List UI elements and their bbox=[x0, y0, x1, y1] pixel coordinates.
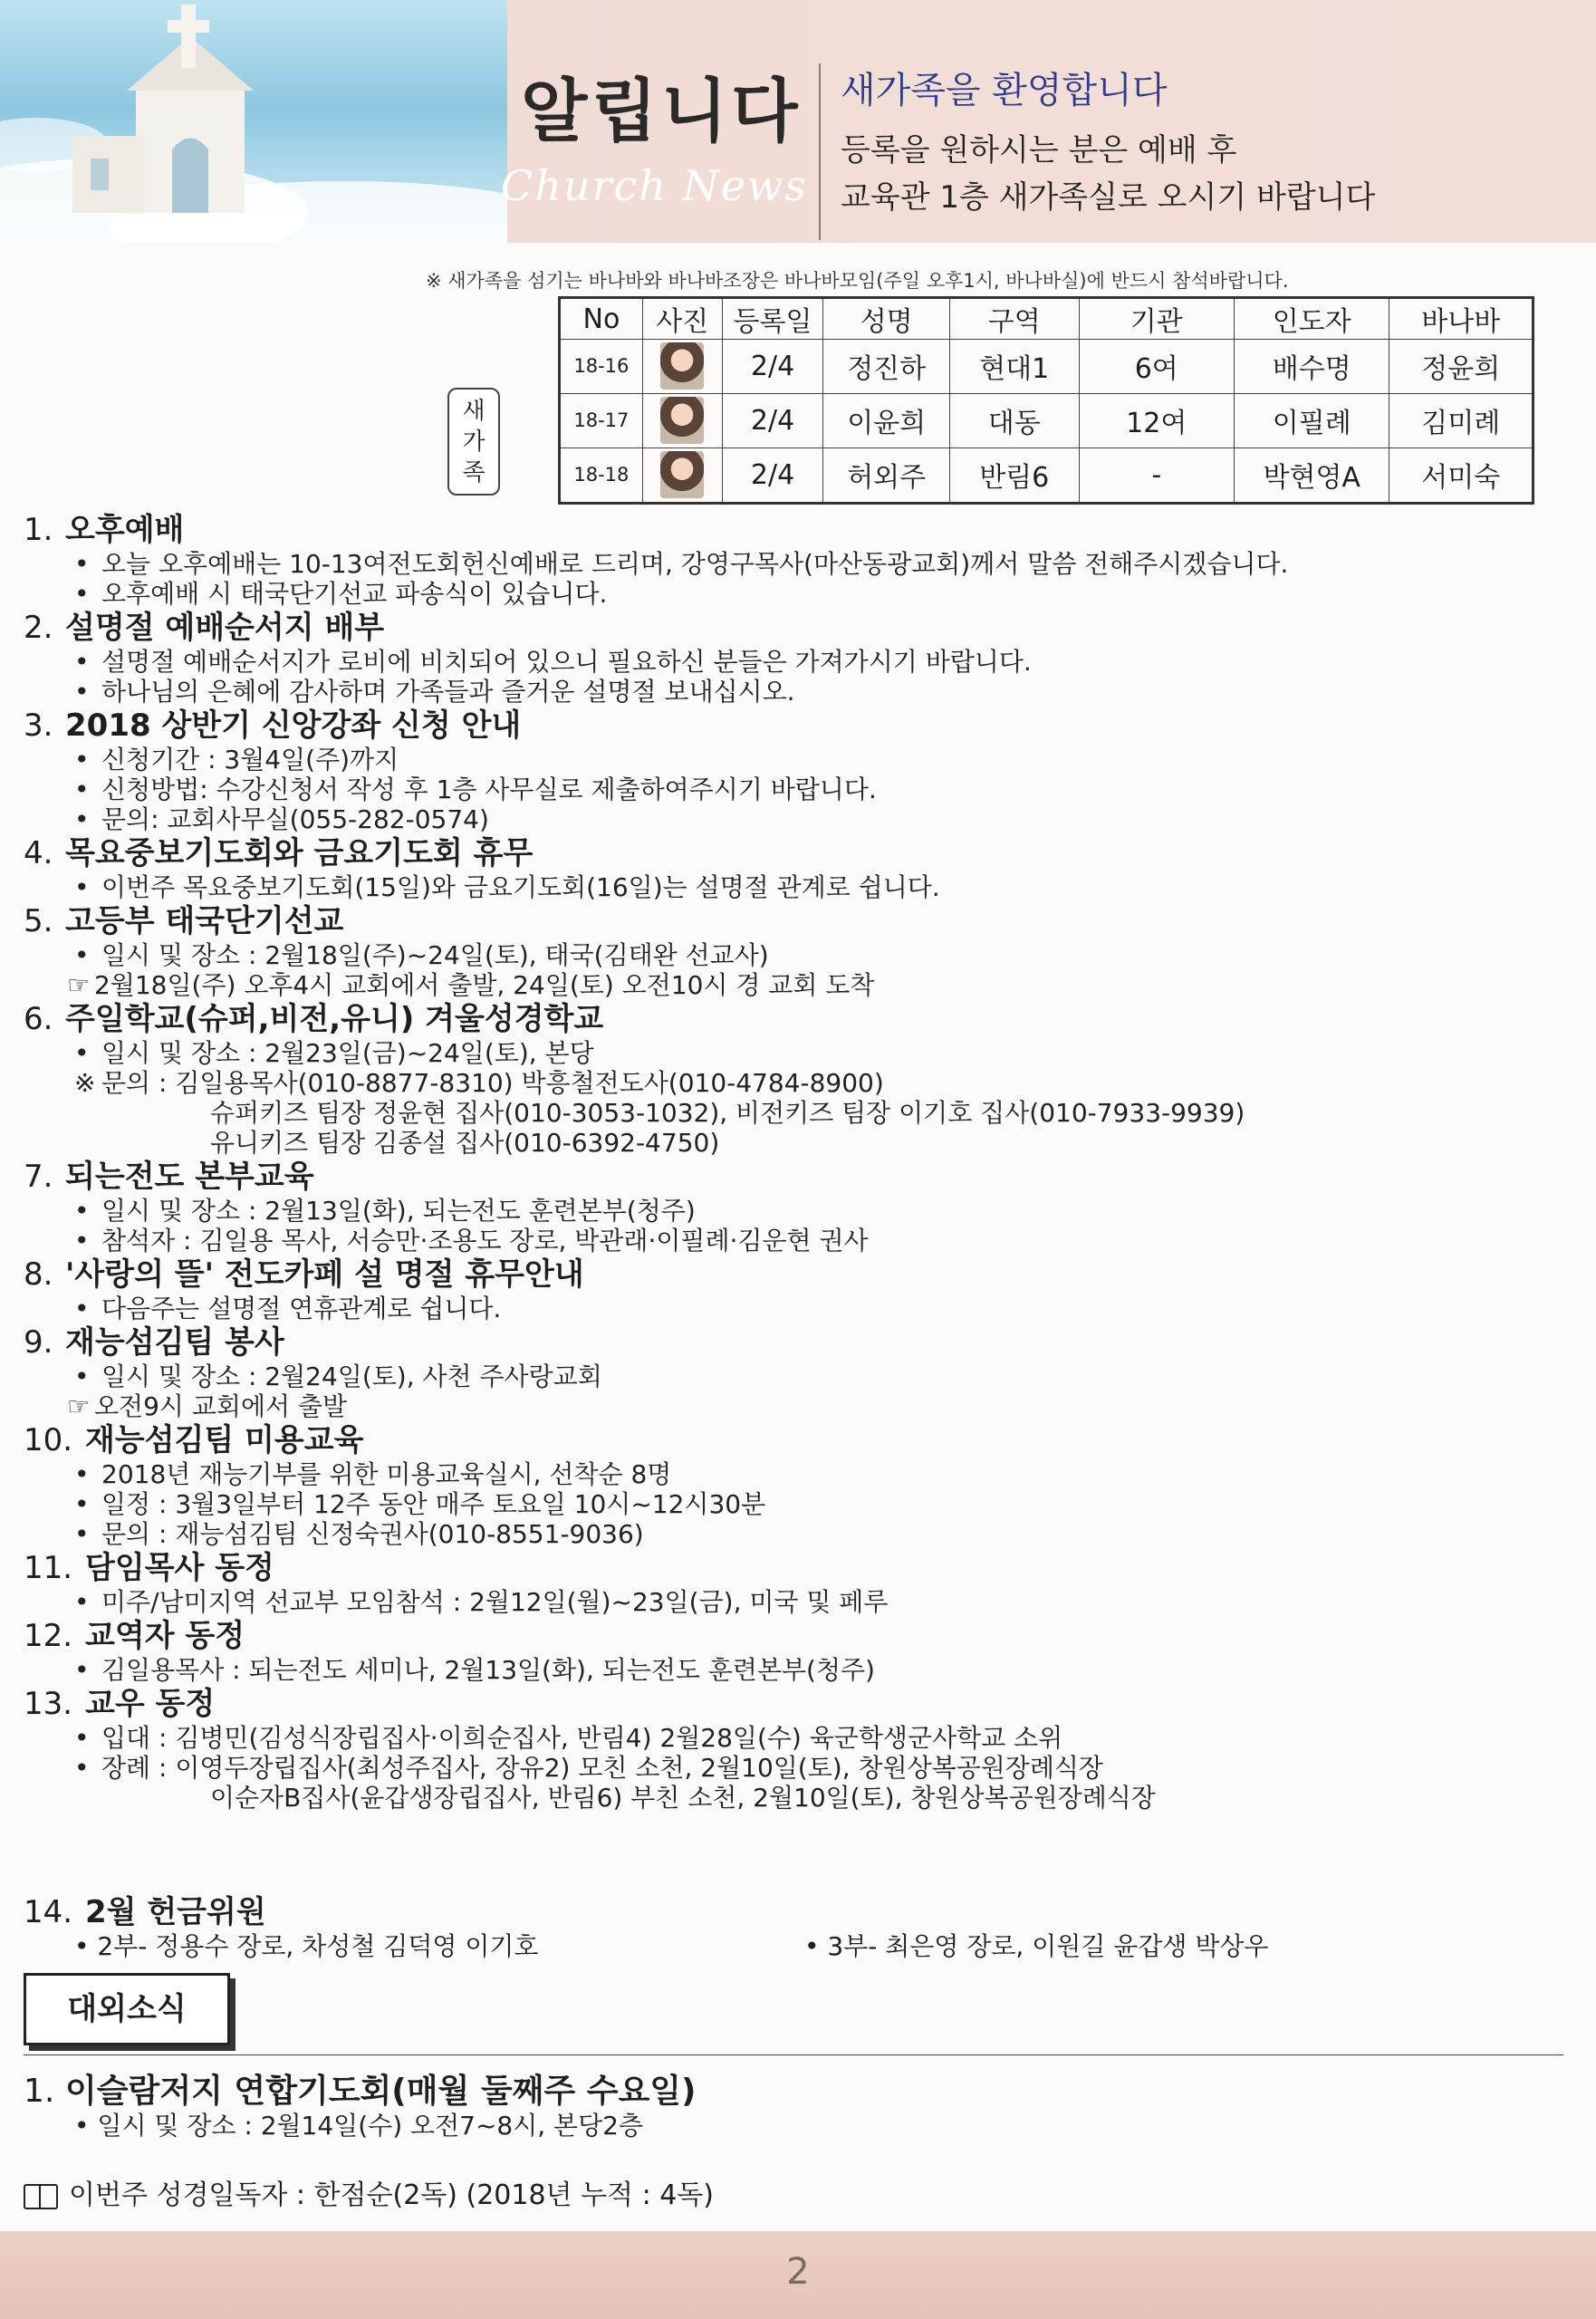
announcement-item bbox=[24, 1038, 1582, 1068]
external-news-section bbox=[24, 2073, 1582, 2141]
external-news-label: 대외소식 bbox=[24, 1973, 230, 2045]
section-number: 5. bbox=[24, 903, 53, 939]
table-row bbox=[560, 340, 1534, 394]
bullet-mark: • bbox=[74, 940, 90, 970]
table-cell: 18-17 bbox=[560, 393, 643, 447]
item-text: 이번주 목요중보기도회(15일)와 금요기도회(16일)는 설명절 관계로 쉽니다. bbox=[101, 872, 940, 902]
bullet-mark: • bbox=[74, 1459, 90, 1489]
table-cell: 6여 bbox=[1079, 340, 1234, 394]
table-cell: 현대1 bbox=[949, 340, 1079, 394]
section-number: 3. bbox=[24, 707, 53, 744]
section-heading bbox=[24, 1000, 1582, 1038]
announcement-section bbox=[24, 609, 1582, 707]
table-cell: 서미숙 bbox=[1389, 447, 1534, 503]
table-cell: 정진하 bbox=[823, 340, 950, 394]
announcement-item bbox=[24, 1753, 1582, 1783]
announcement-item bbox=[24, 745, 1582, 775]
table-cell: 18-16 bbox=[560, 340, 643, 394]
announcement-item bbox=[24, 1783, 1582, 1813]
section-heading bbox=[24, 902, 1582, 940]
item-text: 문의: 교회사무실(055-282-0574) bbox=[101, 804, 489, 834]
item-text: 미주/남미지역 선교부 모임참석 : 2월12일(월)~23일(금), 미국 및 페루 bbox=[101, 1587, 889, 1617]
table-cell: 이윤희 bbox=[823, 393, 950, 447]
bullet-mark: • bbox=[74, 1587, 90, 1617]
section-title: 재능섬김팀 미용교육 bbox=[85, 1422, 364, 1458]
section-number: 1. bbox=[24, 2073, 55, 2110]
item-text: 일시 및 장소 : 2월18일(주)~24일(토), 태국(김태완 선교사) bbox=[101, 940, 769, 970]
section-heading bbox=[24, 609, 1582, 647]
table-row bbox=[560, 447, 1534, 503]
section-number: 8. bbox=[24, 1256, 53, 1293]
book-icon bbox=[24, 2184, 58, 2209]
announcement-item bbox=[24, 1362, 1582, 1391]
announcement-section bbox=[24, 1617, 1582, 1685]
announcement-item bbox=[24, 1519, 1582, 1549]
section-number: 6. bbox=[24, 1001, 53, 1037]
welcome-line-2: 교육관 1층 새가족실로 오시기 바랍니다 bbox=[841, 179, 1376, 216]
section-title: 목요중보기도회와 금요기도회 휴무 bbox=[65, 835, 534, 871]
bullet-mark: • bbox=[74, 1519, 90, 1549]
column-header: 기관 bbox=[1079, 298, 1234, 340]
table-cell: 12여 bbox=[1079, 393, 1234, 447]
bullet-mark: • bbox=[74, 775, 90, 804]
offering-members bbox=[24, 1931, 1582, 1961]
section-title: 2월 헌금위원 bbox=[85, 1894, 266, 1930]
bible-readers-text: 이번주 성경일독자 : 한점순(2독) (2018년 누적 : 4독) bbox=[69, 2179, 714, 2211]
section-title: 이슬람저지 연합기도회(매월 둘째주 수요일) bbox=[65, 2073, 697, 2110]
item-text: 일시 및 장소 : 2월13일(화), 되는전도 훈련본부(청주) bbox=[101, 1196, 696, 1226]
section-title: 재능섬김팀 봉사 bbox=[65, 1324, 284, 1361]
new-family-tag-char: 족 bbox=[462, 458, 486, 486]
table-cell: 박현영A bbox=[1235, 447, 1389, 503]
column-header: 바나바 bbox=[1389, 298, 1534, 340]
header-banner bbox=[0, 0, 1596, 243]
item-text: 다음주는 설명절 연휴관계로 쉽니다. bbox=[101, 1294, 502, 1323]
item-text: 문의 : 재능섬김팀 신정숙권사(010-8551-9036) bbox=[101, 1519, 644, 1549]
offering-part2: • 2부- 정용수 장로, 차성철 김덕영 이기호 bbox=[74, 1931, 539, 1961]
table-cell: 2/4 bbox=[722, 393, 823, 447]
section-title: 설명절 예배순서지 배부 bbox=[65, 610, 385, 646]
bullet-mark: • bbox=[74, 549, 90, 579]
item-text: 2월18일(주) 오후4시 교회에서 출발, 24일(토) 오전10시 경 교회 도착 bbox=[94, 970, 875, 1000]
section-heading bbox=[24, 1421, 1582, 1459]
item-text: 2018년 재능기부를 위한 미용교육실시, 선착순 8명 bbox=[101, 1459, 672, 1489]
announcement-section bbox=[24, 1549, 1582, 1617]
item-text: 오전9시 교회에서 출발 bbox=[94, 1391, 348, 1421]
section-number: 4. bbox=[24, 835, 53, 871]
bullet-mark: • bbox=[74, 1226, 90, 1256]
announcement-item bbox=[24, 1655, 1582, 1685]
item-text: 이순자B집사(윤갑생장립집사, 반림6) 부친 소천, 2월10일(토), 창원상복공원장례식장 bbox=[210, 1783, 1156, 1813]
new-family-tag bbox=[447, 388, 500, 496]
announcement-item bbox=[24, 1587, 1582, 1617]
section-number: 2. bbox=[24, 610, 53, 646]
item-text: 일시 및 장소 : 2월23일(금)~24일(토), 본당 bbox=[101, 1038, 594, 1068]
new-family-tag-char: 새 bbox=[462, 397, 486, 425]
column-header: 성명 bbox=[823, 298, 950, 340]
section-title: 주일학교(슈퍼,비전,유니) 겨울성경학교 bbox=[65, 1001, 604, 1037]
section-number: 11. bbox=[24, 1550, 73, 1586]
announcement-item bbox=[24, 872, 1582, 902]
announcement-item bbox=[24, 970, 1582, 1000]
member-photo-cell bbox=[642, 340, 722, 394]
external-news-item: • 일시 및 장소 : 2월14일(수) 오전7~8시, 본당2층 bbox=[74, 2111, 644, 2141]
barnabas-notice: ※ 새가족을 섬기는 바나바와 바나바조장은 바나바모임(주일 오후1시, 바나바실)에 반드시 참석바랍니다. bbox=[426, 270, 1289, 292]
bullet-mark: • bbox=[74, 1723, 90, 1753]
announcement-section bbox=[24, 1256, 1582, 1323]
item-text: 입대 : 김병민(김성식장립집사·이희순집사, 반림4) 2월28일(수) 육군학생군사학교 소위 bbox=[101, 1723, 1063, 1753]
announcement-item bbox=[24, 1459, 1582, 1489]
section-divider bbox=[24, 2054, 1563, 2055]
table-cell: 18-18 bbox=[560, 447, 643, 503]
announcement-item bbox=[24, 1391, 1582, 1421]
table-row bbox=[560, 393, 1534, 447]
announcement-item bbox=[24, 804, 1582, 834]
table-cell: 2/4 bbox=[722, 447, 823, 503]
item-text: 하나님의 은혜에 감사하며 가족들과 즐거운 설명절 보내십시오. bbox=[101, 677, 795, 707]
header-divider bbox=[819, 63, 821, 240]
column-header: 인도자 bbox=[1235, 298, 1389, 340]
new-family-tag-char: 가 bbox=[462, 428, 486, 456]
section-title: '사랑의 뜰' 전도카페 설 명절 휴무안내 bbox=[65, 1256, 584, 1293]
bullet-mark: • bbox=[74, 745, 90, 775]
section-heading bbox=[24, 2073, 1582, 2111]
bullet-mark: • bbox=[74, 1038, 90, 1068]
section-number: 14. bbox=[24, 1894, 73, 1930]
section-heading bbox=[24, 707, 1582, 745]
section-heading bbox=[24, 1685, 1582, 1723]
bullet-mark: • bbox=[74, 1655, 90, 1685]
bullet-mark: ☞ bbox=[67, 970, 91, 1000]
item-text: 오후예배 시 태국단기선교 파송식이 있습니다. bbox=[101, 579, 608, 609]
member-photo bbox=[660, 451, 704, 498]
table-cell: 정윤희 bbox=[1389, 340, 1534, 394]
bullet-mark: • bbox=[74, 872, 90, 902]
member-photo bbox=[660, 342, 704, 390]
bullet-mark: ※ bbox=[74, 1068, 96, 1098]
column-header: No bbox=[560, 298, 643, 340]
member-photo-cell bbox=[642, 393, 722, 447]
section-heading bbox=[24, 1549, 1582, 1587]
church-icon bbox=[0, 0, 507, 243]
section-title: 고등부 태국단기선교 bbox=[65, 903, 344, 939]
section-number: 12. bbox=[24, 1618, 73, 1654]
announcement-item bbox=[24, 1226, 1582, 1256]
announcement-item bbox=[24, 775, 1582, 804]
bible-readers bbox=[24, 2172, 714, 2212]
item-text: 일시 및 장소 : 2월24일(토), 사천 주사랑교회 bbox=[101, 1362, 602, 1391]
bullet-mark: • bbox=[74, 1294, 90, 1323]
item-text: 신청방법: 수강신청서 작성 후 1층 사무실로 제출하여주시기 바랍니다. bbox=[101, 775, 877, 804]
announcement-section bbox=[24, 1685, 1582, 1813]
item-text: 유니키즈 팀장 김종설 집사(010-6392-4750) bbox=[210, 1128, 720, 1158]
offering-part3: • 3부- 최은영 장로, 이원길 윤갑생 박상우 bbox=[804, 1931, 1269, 1961]
announcement-item bbox=[24, 1128, 1582, 1158]
section-number: 13. bbox=[24, 1686, 73, 1722]
table-header-row bbox=[560, 298, 1534, 340]
section-title: 2018 상반기 신앙강좌 신청 안내 bbox=[65, 707, 522, 744]
announcement-section bbox=[24, 707, 1582, 834]
column-header: 구역 bbox=[949, 298, 1079, 340]
announcement-item bbox=[24, 549, 1582, 579]
announcement-item bbox=[24, 1068, 1582, 1098]
table-cell: 배수명 bbox=[1235, 340, 1389, 394]
bullet-mark: ☞ bbox=[67, 1391, 91, 1421]
bullet-mark: • bbox=[74, 1362, 90, 1391]
announcement-section bbox=[24, 834, 1582, 902]
table-cell: 허외주 bbox=[823, 447, 950, 503]
announcement-list bbox=[24, 511, 1582, 1813]
item-text: 일정 : 3월3일부터 12주 동안 매주 토요일 10시~12시30분 bbox=[101, 1489, 766, 1519]
table-cell: 김미례 bbox=[1389, 393, 1534, 447]
announcement-section bbox=[24, 1323, 1582, 1421]
announcement-section bbox=[24, 902, 1582, 1000]
section-title: 교우 동정 bbox=[85, 1686, 216, 1722]
column-header: 사진 bbox=[642, 298, 722, 340]
section-title: 오후예배 bbox=[65, 512, 185, 548]
page-subtitle: Church News bbox=[501, 161, 808, 210]
section-title: 담임목사 동정 bbox=[85, 1550, 274, 1586]
bullet-mark: • bbox=[74, 579, 90, 609]
item-text: 참석자 : 김일용 목사, 서승만·조용도 장로, 박관래·이필례·김운현 권사 bbox=[101, 1226, 869, 1256]
new-family-table bbox=[558, 296, 1534, 505]
section-number: 9. bbox=[24, 1324, 53, 1361]
section-heading bbox=[24, 1893, 1582, 1931]
section-heading bbox=[24, 1256, 1582, 1294]
announcement-item bbox=[24, 647, 1582, 677]
item-text: 김일용목사 : 되는전도 세미나, 2월13일(화), 되는전도 훈련본부(청주) bbox=[101, 1655, 875, 1685]
announcement-item bbox=[24, 677, 1582, 707]
member-photo-cell bbox=[642, 447, 722, 503]
item-text: 장례 : 이영두장립집사(최성주집사, 장유2) 모친 소천, 2월10일(토), 창원상복공원장례식장 bbox=[101, 1753, 1103, 1783]
section-heading bbox=[24, 1617, 1582, 1655]
table-cell: 이필례 bbox=[1235, 393, 1389, 447]
bullet-mark: • bbox=[74, 1489, 90, 1519]
announcement-section bbox=[24, 1158, 1582, 1256]
table-cell: 대동 bbox=[949, 393, 1079, 447]
page-number: 2 bbox=[786, 2251, 810, 2293]
section-number: 7. bbox=[24, 1159, 53, 1195]
section-number: 1. bbox=[24, 512, 53, 548]
page-title: 알립니다 bbox=[521, 71, 802, 151]
item-text: 슈퍼키즈 팀장 정윤현 집사(010-3053-1032), 비전키즈 팀장 이기호 집사(010-7933-9939) bbox=[210, 1098, 1245, 1128]
announcement-item bbox=[24, 1196, 1582, 1226]
item-text: 문의 : 김일용목사(010-8877-8310) 박흥철전도사(010-4784-8900) bbox=[101, 1068, 884, 1098]
section-heading bbox=[24, 511, 1582, 549]
bullet-mark: • bbox=[74, 804, 90, 834]
member-photo bbox=[660, 397, 704, 444]
bullet-mark: • bbox=[74, 647, 90, 677]
welcome-title: 새가족을 환영합니다 bbox=[841, 70, 1168, 111]
section-title: 되는전도 본부교육 bbox=[65, 1159, 314, 1195]
announcement-item bbox=[24, 1723, 1582, 1753]
welcome-line-1: 등록을 원하시는 분은 예배 후 bbox=[841, 132, 1237, 168]
section-heading bbox=[24, 1323, 1582, 1362]
announcement-item bbox=[24, 1098, 1582, 1128]
announcement-section bbox=[24, 511, 1582, 609]
table-cell: 반림6 bbox=[949, 447, 1079, 503]
announcement-section bbox=[24, 1421, 1582, 1549]
section-number: 10. bbox=[24, 1422, 73, 1458]
church-illustration bbox=[0, 0, 507, 243]
item-text: 오늘 오후예배는 10-13여전도회헌신예배로 드리며, 강영구목사(마산동광교회)께서 말씀 전해주시겠습니다. bbox=[101, 549, 1289, 579]
offering-section bbox=[24, 1893, 1582, 1961]
announcement-item bbox=[24, 1489, 1582, 1519]
table-cell: - bbox=[1079, 447, 1234, 503]
table-cell: 2/4 bbox=[722, 340, 823, 394]
column-header: 등록일 bbox=[722, 298, 823, 340]
bullet-mark: • bbox=[74, 677, 90, 707]
announcement-section bbox=[24, 1000, 1582, 1158]
item-text: 설명절 예배순서지가 로비에 비치되어 있으니 필요하신 분들은 가져가시기 바랍니다. bbox=[101, 647, 1032, 677]
item-text: 신청기간 : 3월4일(주)까지 bbox=[101, 745, 399, 775]
section-heading bbox=[24, 1158, 1582, 1196]
section-heading bbox=[24, 834, 1582, 872]
bullet-mark: • bbox=[74, 1196, 90, 1226]
section-title: 교역자 동정 bbox=[85, 1618, 245, 1654]
announcement-item bbox=[24, 940, 1582, 970]
announcement-item bbox=[24, 579, 1582, 609]
bullet-mark: • bbox=[74, 1753, 90, 1783]
announcement-item bbox=[24, 1294, 1582, 1323]
